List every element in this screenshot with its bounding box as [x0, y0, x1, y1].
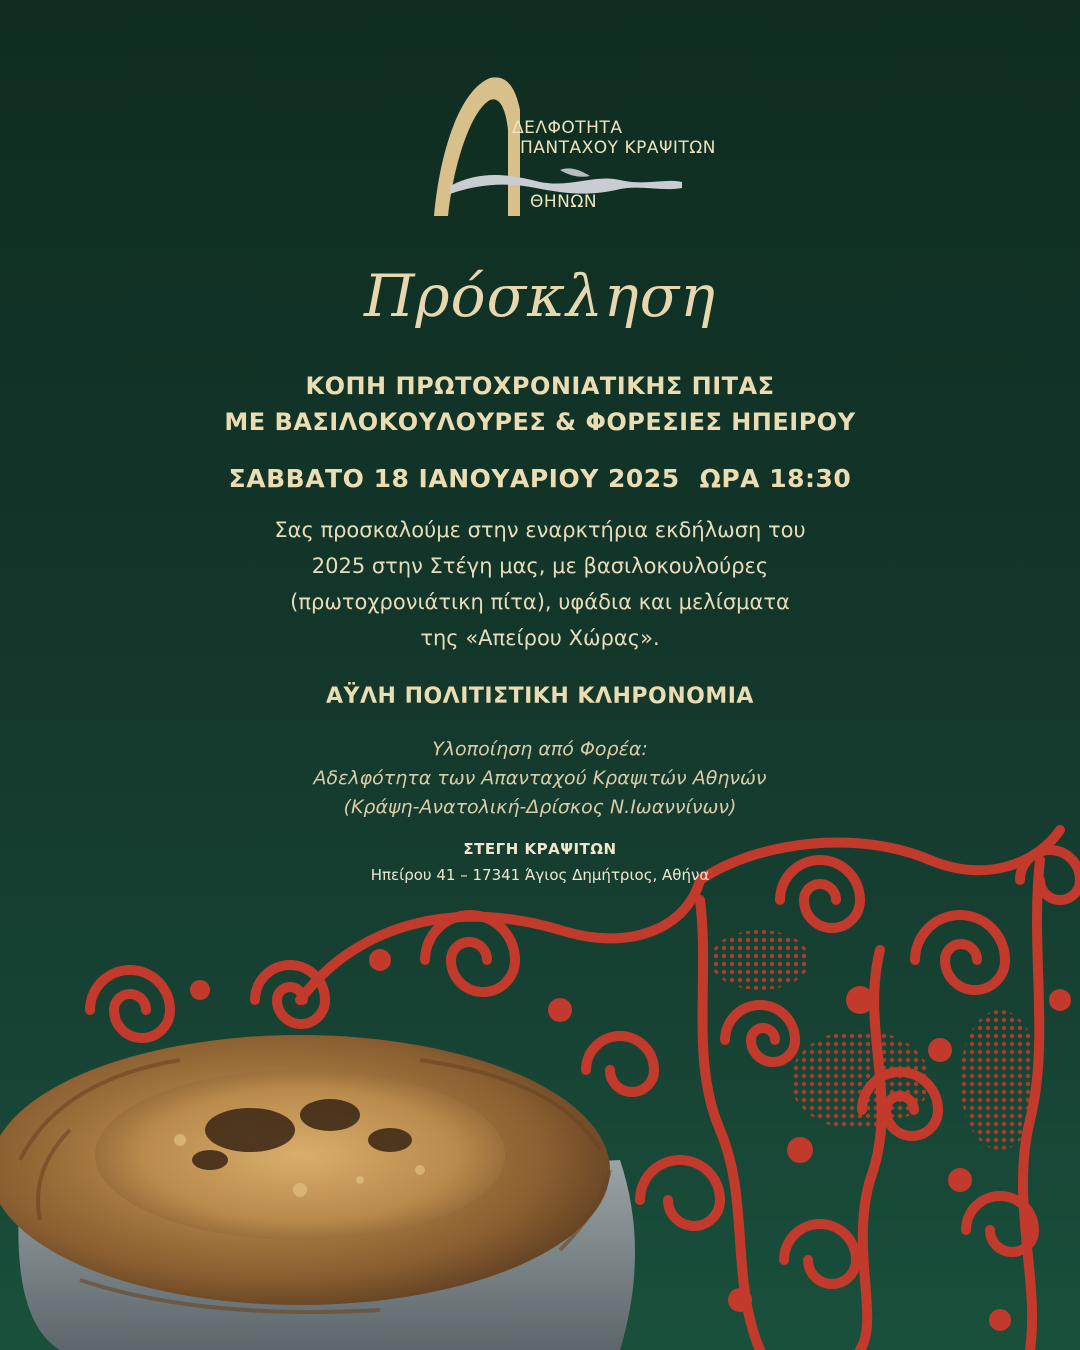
intro-text: [170, 512, 910, 656]
event-time: ΩΡΑ 18:30: [699, 464, 852, 493]
pie-photo: [0, 1020, 640, 1350]
implementation-line-3: (Κράψη-Ανατολική-Δρίσκος Ν.Ιωαννίνων): [343, 796, 737, 818]
association-logo: [420, 70, 720, 230]
event-datetime: [0, 464, 1080, 493]
intro-line-4: της «Απείρου Χώρας».: [420, 626, 660, 650]
event-date: ΣΑΒΒΑΤΟ 18 ΙΑΝΟΥΑΡΙΟΥ 2025: [228, 464, 680, 493]
implementation-line-1: Υλοποίηση από Φορέα:: [432, 738, 648, 760]
intro-line-2: 2025 στην Στέγη μας, με βασιλοκουλούρες: [311, 554, 769, 578]
heritage-heading: ΑΫΛΗ ΠΟΛΙΤΙΣΤΙΚΗ ΚΛΗΡΟΝΟΜΙΑ: [326, 684, 754, 709]
page-title: Πρόσκληση: [363, 262, 717, 330]
implementation-credit: [0, 735, 1080, 822]
heading-line-1: ΚΟΠΗ ΠΡΩΤΟΧΡΟΝΙΑΤΙΚΗΣ ΠΙΤΑΣ: [305, 372, 775, 400]
logo-line-1: ΔΕΛΦΟΤΗΤΑ: [512, 118, 623, 138]
heading-line-2: ΜΕ ΒΑΣΙΛΟΚΟΥΛΟΥΡΕΣ & ΦΟΡΕΣΙΕΣ ΗΠΕΙΡΟΥ: [224, 408, 856, 436]
venue-name: ΣΤΕΓΗ ΚΡΑΨΙΤΩΝ: [463, 840, 617, 858]
intro-line-1: Σας προσκαλούμε στην εναρκτήρια εκδήλωση του: [274, 518, 806, 542]
implementation-line-2: Αδελφότητα των Απανταχού Κραψιτών Αθηνών: [313, 767, 767, 789]
logo-line-2: ΠΑΝΤΑΧΟΥ ΚΡΑΨΙΤΩΝ: [520, 138, 716, 158]
venue-address: Ηπείρου 41 – 17341 Άγιος Δημήτριος, Αθήνα: [370, 866, 710, 884]
logo-line-3: ΘΗΝΩΝ: [530, 192, 598, 212]
intro-line-3: (πρωτοχρονιάτικη πίτα), υφάδια και μελίσματα: [290, 590, 790, 614]
